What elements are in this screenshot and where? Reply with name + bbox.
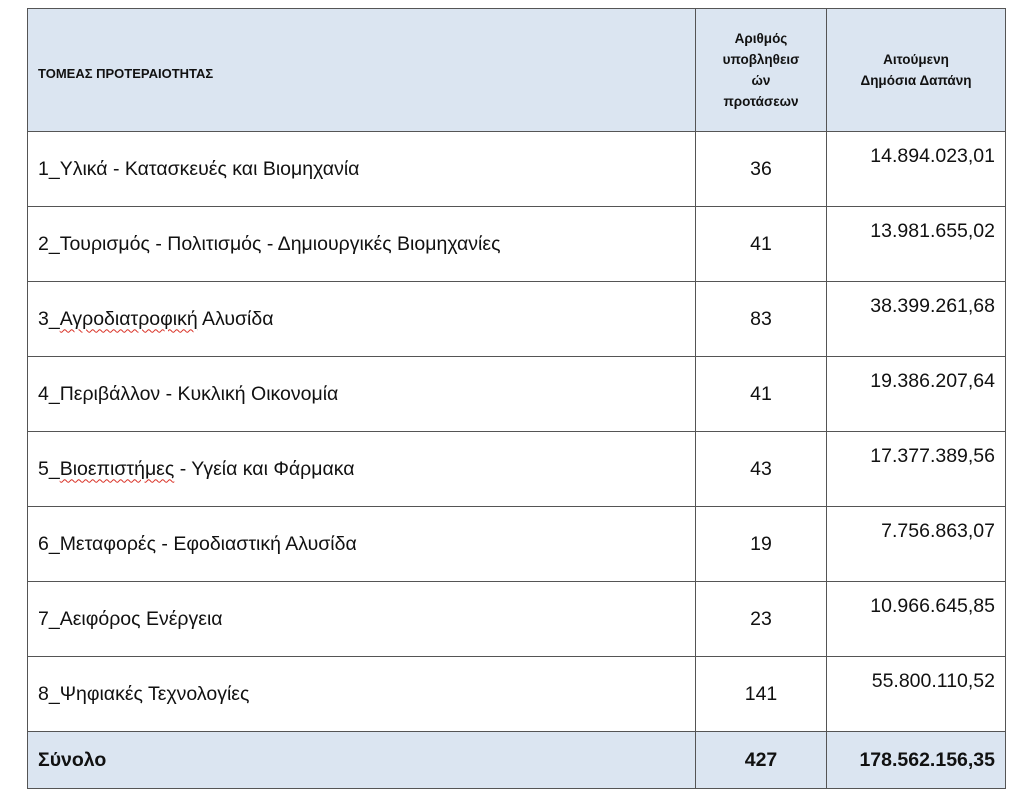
table-row — [28, 282, 1006, 357]
sector-text: 7_Αειφόρος Ενέργεια — [38, 607, 223, 630]
table-row — [28, 207, 1006, 282]
cost-cell: 10.966.645,85 — [827, 582, 1006, 657]
sector-cell — [28, 582, 696, 657]
sector-text: 2_Τουρισμός - Πολιτισμός - Δημιουργικές Βιομηχανίες — [38, 232, 501, 255]
sector-cell — [28, 432, 696, 507]
table-row — [28, 582, 1006, 657]
header-count-line: Αριθμός — [734, 31, 788, 46]
header-row — [28, 9, 1006, 132]
count-cell: 36 — [696, 132, 827, 207]
header-count-line: προτάσεων — [723, 94, 799, 109]
sector-text: - Υγεία και Φάρμακα — [174, 457, 355, 480]
table-row — [28, 432, 1006, 507]
sector-cell — [28, 357, 696, 432]
spellcheck-flagged-word[interactable]: Βιοεπιστήμες — [59, 457, 175, 480]
sector-text: 6_Μεταφορές - Εφοδιαστική Αλυσίδα — [38, 532, 357, 555]
sector-cell — [28, 282, 696, 357]
sector-text: 8_Ψηφιακές Τεχνολογίες — [38, 682, 250, 705]
count-cell: 41 — [696, 207, 827, 282]
sector-text: 4_Περιβάλλον - Κυκλική Οικονομία — [38, 382, 339, 405]
count-cell: 23 — [696, 582, 827, 657]
header-cost-line: Αιτούμενη — [883, 52, 949, 67]
total-label: Σύνολο — [28, 732, 696, 789]
count-cell: 43 — [696, 432, 827, 507]
table-row — [28, 657, 1006, 732]
header-sector: ΤΟΜΕΑΣ ΠΡΟΤΕΡΑΙΟΤΗΤΑΣ — [28, 9, 696, 132]
sector-cell — [28, 132, 696, 207]
table-row — [28, 132, 1006, 207]
header-count-line: υποβληθεισ — [722, 52, 800, 67]
count-cell: 19 — [696, 507, 827, 582]
cost-cell: 14.894.023,01 — [827, 132, 1006, 207]
sector-text: 1_Υλικά - Κατασκευές και Βιομηχανία — [38, 157, 360, 180]
header-submitted-count — [696, 9, 827, 132]
cost-cell: 38.399.261,68 — [827, 282, 1006, 357]
count-cell: 83 — [696, 282, 827, 357]
cost-cell: 17.377.389,56 — [827, 432, 1006, 507]
count-cell: 41 — [696, 357, 827, 432]
sector-text: Αλυσίδα — [197, 307, 274, 330]
total-row — [28, 732, 1006, 789]
header-public-expenditure — [827, 9, 1006, 132]
sector-cell — [28, 207, 696, 282]
cost-cell: 19.386.207,64 — [827, 357, 1006, 432]
cost-cell: 7.756.863,07 — [827, 507, 1006, 582]
priority-sectors-table — [27, 8, 1006, 789]
sector-cell — [28, 507, 696, 582]
header-count-line: ών — [751, 73, 771, 88]
sector-text: 5_ — [38, 457, 60, 480]
total-count: 427 — [696, 732, 827, 789]
cost-cell: 13.981.655,02 — [827, 207, 1006, 282]
count-cell: 141 — [696, 657, 827, 732]
cost-cell: 55.800.110,52 — [827, 657, 1006, 732]
table-row — [28, 357, 1006, 432]
sector-text: 3_ — [38, 307, 60, 330]
spellcheck-flagged-word[interactable]: Αγροδιατροφική — [59, 307, 198, 330]
sector-cell — [28, 657, 696, 732]
table-row — [28, 507, 1006, 582]
total-cost: 178.562.156,35 — [827, 732, 1006, 789]
header-cost-line: Δημόσια Δαπάνη — [860, 73, 972, 88]
